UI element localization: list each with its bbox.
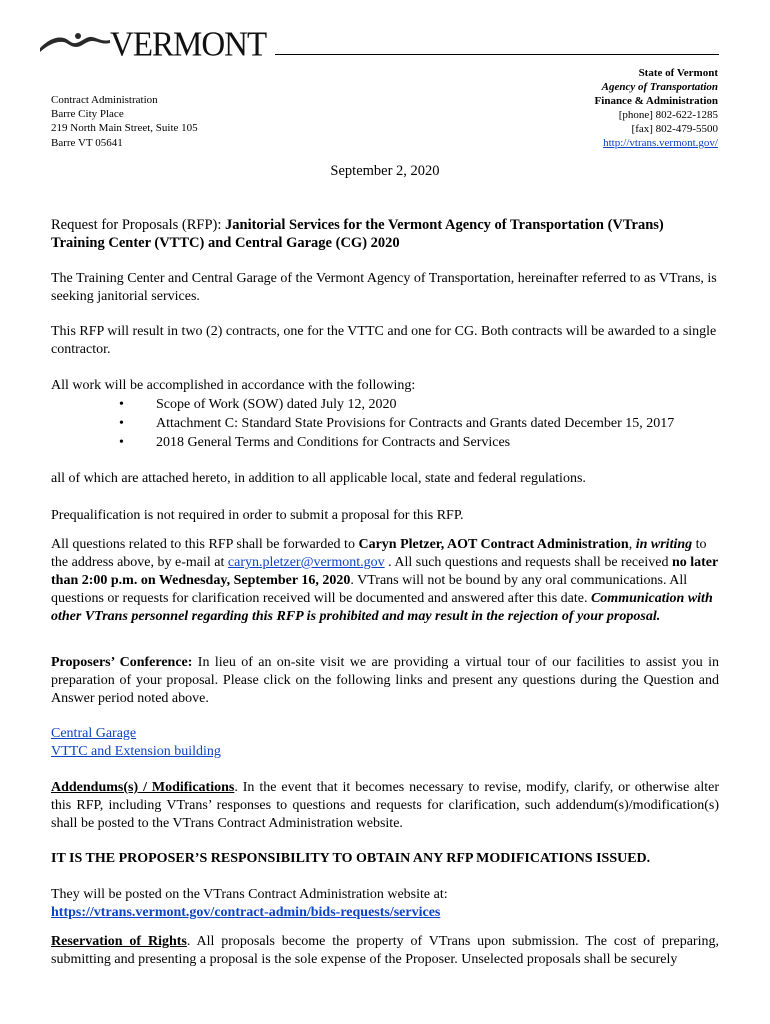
bullet-item: • 2018 General Terms and Conditions for Contracts and Services [156, 433, 510, 452]
bullet-item: • Scope of Work (SOW) dated July 12, 2020 [156, 395, 396, 414]
rfp-title-bold: Janitorial Services for the Vermont Agency of Transportation (VTrans) [225, 217, 664, 233]
questions-text: . All such questions and requests shall be received [384, 555, 672, 570]
agency-name: Agency of Transportation [601, 81, 718, 93]
deadline-text: no later than 2:00 p.m. on Wednesday, September 16, 2020 [51, 555, 718, 588]
tour-links [51, 725, 719, 761]
conference-label: Proposers’ Conference: [51, 655, 193, 670]
agency-address-block [478, 66, 718, 150]
bullet-item: • Attachment C: Standard State Provisions for Contracts and Grants dated December 15, 2017 [156, 414, 674, 433]
letter-date: September 2, 2020 [330, 163, 440, 179]
contact-name: Caryn Pletzer, AOT Contract Administration [358, 537, 629, 552]
communication-warning: Communication with other VTrans personnel regarding this RFP is prohibited and may result in the rejection of your proposal. [51, 591, 713, 624]
fax-number: [fax] 802-479-5500 [631, 123, 718, 135]
website-link[interactable]: http://vtrans.vermont.gov/ [603, 137, 718, 149]
conference-text: In lieu of an on-site visit we are providing a virtual tour of our facilities to assist you in preparation of your proposal. Please click on the following links and present any questions during the Question and Answer period noted above. [51, 655, 719, 706]
contract-admin-website-link[interactable]: https://vtrans.vermont.gov/contract-admin/bids-requests/services [51, 905, 441, 920]
reservation-label: Reservation of Rights [51, 934, 187, 949]
questions-paragraph [51, 536, 719, 626]
contracts-paragraph: This RFP will result in two (2) contracts, one for the VTTC and one for CG. Both contracts will be awarded to a single contractor. [51, 324, 717, 357]
address-line: Barre City Place [51, 108, 124, 121]
vermont-logo [38, 26, 267, 66]
work-intro: All work will be accomplished in accordance with the following: [51, 378, 416, 393]
central-garage-link[interactable]: Central Garage [51, 726, 137, 741]
phone-number: [phone] 802-622-1285 [618, 109, 718, 121]
header-rule [275, 54, 719, 55]
rfp-title-prefix: Request for Proposals (RFP): [51, 217, 225, 233]
address-line: Barre VT 05641 [51, 136, 123, 149]
reservation-paragraph [51, 933, 719, 969]
rfp-title [51, 216, 719, 252]
office-address-block [51, 93, 198, 150]
mountain-icon [38, 26, 118, 66]
addenda-paragraph [51, 779, 719, 833]
posted-intro: They will be posted on the VTrans Contract Administration website at: [51, 887, 448, 902]
state-name: State of Vermont [638, 67, 718, 79]
questions-text: , [628, 537, 636, 552]
conference-paragraph [51, 654, 719, 708]
questions-text: . VTrans will not be bound by any oral communications. All questions or requests for clarification received will be documented and answered after this date. [51, 573, 688, 606]
responsibility-notice: IT IS THE PROPOSER’S RESPONSIBILITY TO OBTAIN ANY RFP MODIFICATIONS ISSUED. [51, 851, 651, 866]
vttc-extension-link[interactable]: VTTC and Extension building [51, 744, 221, 759]
contact-email-link[interactable]: caryn.pletzer@vermont.gov [227, 555, 385, 570]
division-name: Finance & Administration [594, 95, 718, 107]
in-writing-emphasis: in writing [635, 537, 693, 552]
regulations-paragraph: all of which are attached hereto, in addition to all applicable local, state and federal regulations. [51, 471, 586, 486]
intro-paragraph: The Training Center and Central Garage of the Vermont Agency of Transportation, hereinafter referred to as VTrans, is seeking janitorial services. [51, 271, 717, 304]
prequalification-paragraph: Prequalification is not required in order to submit a proposal for this RFP. [51, 508, 464, 523]
addenda-text: . In the event that it becomes necessary to revise, modify, clarify, or otherwise alter this RFP, including VTrans’ responses to questions and requests for clarification, such addendum(s)/modification(s) shall be posted to the VTrans Contract Administration website. [51, 780, 719, 831]
questions-text: All questions related to this RFP shall be forwarded to [51, 537, 359, 552]
addenda-label: Addendums(s) / Modifications [51, 780, 235, 795]
logo-wordmark: VERMONT [110, 26, 267, 64]
posted-paragraph [51, 886, 719, 922]
rfp-title-bold-2: Training Center (VTTC) and Central Garage (CG) 2020 [51, 235, 400, 251]
questions-text: to the address above, by e-mail at [51, 537, 707, 570]
reservation-text: . All proposals become the property of VTrans upon submission. The cost of preparing, submitting and presenting a proposal is the sole expense of the Proposer. Unselected proposals shall be securely [51, 934, 719, 967]
address-line: Contract Administration [51, 94, 158, 106]
address-line: 219 North Main Street, Suite 105 [51, 122, 198, 135]
